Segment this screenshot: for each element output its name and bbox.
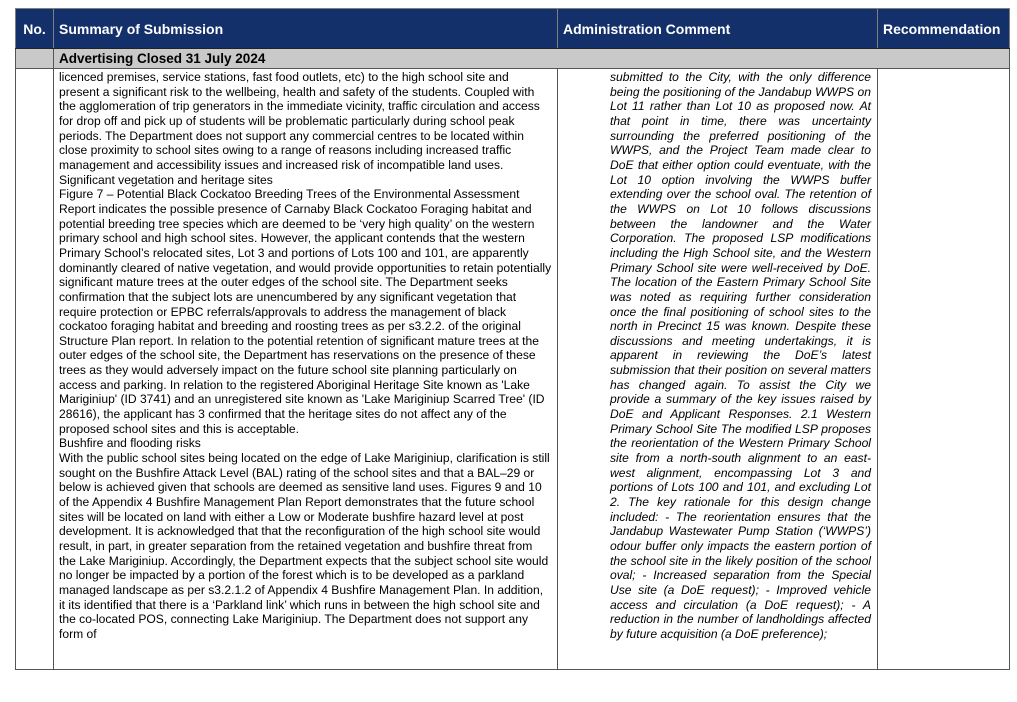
- admin-comment-text: submitted to the City, with the only difference being the positioning of the Jandabup WWPS on Lot 11 rather than Lot 10 as proposed now. At that point in time, there was uncertainty surrounding the preferred positioning of the WWPS, and the Project Team made clear to DoE that either option could eventuate, with the Lot 10 option involving the WWPS buffer extending over the school oval. The retention of the WWPS on Lot 10 follows discussions between the landowner and the Water Corporation. The proposed LSP modifications including the High School site, and the Western Primary School site were well-received by DoE. The location of the Eastern Primary School Site was noted as requiring further consideration once the final positioning of school sites to the north in Precinct 15 was known. Despite these discussions and meeting undertakings, it is apparent in reviewing the DoE’s latest submission that their position on several matters has changed again. To assist the City we provide a summary of the key issues raised by DoE and Applicant Responses. 2.1 Western Primary School Site The modified LSP proposes the reorientation of the Western Primary School site from a north-south alignment to an east-west alignment, encompassing Lot 3 and portions of Lots 100 and 101, and excluding Lot 2. The key rationale for this design change included: - The reorientation ensures that the Jandabup Wastewater Pump Station (‘WWPS’) odour buffer only impacts the eastern portion of the school site in the likely position of the school oval; - Increased separation from the Special Use site (a DoE request); - Improved vehicle access and circulation (a DoE request); - A reduction in the number of landholdings affected by future acquisition (a DoE preference);: [610, 70, 871, 641]
- header-no: No.: [16, 9, 54, 49]
- section-title: Advertising Closed 31 July 2024: [54, 49, 1010, 69]
- row-number-cell: [16, 69, 54, 670]
- header-recommendation: Recommendation: [878, 9, 1010, 49]
- section-row: [16, 49, 1010, 69]
- summary-subheading-bushfire: Bushfire and flooding risks: [59, 436, 201, 451]
- table-row: [16, 69, 1010, 670]
- table-header-row: [16, 9, 1010, 49]
- summary-cell: [54, 69, 558, 670]
- header-admin-comment: Administration Comment: [558, 9, 878, 49]
- header-summary: Summary of Submission: [54, 9, 558, 49]
- summary-paragraph: Figure 7 – Potential Black Cockatoo Breeding Trees of the Environmental Assessment Report indicates the possible presence of Carnaby Black Cockatoo Foraging habitat and potential breeding tree species which are deemed to be ‘very high quality’ on the western primary school and high school sites. However, the applicant contends that the western Primary School’s relocated sites, Lot 3 and portions of Lots 100 and 101, are apparently dominantly cleared of native vegetation, and would provide opportunities to retain potentially significant mature trees at the outer edges of the school site. The Department seeks confirmation that the subject lots are unencumbered by any significant vegetation that require protection or EPBC referrals/approvals to address the management of black cockatoo foraging habitat and breeding and roosting trees as per s3.2.2. of the original Structure Plan report. In relation to the potential retention of significant mature trees at the outer edges of the school site, the Department has reservations on the presence of these trees as they would adversely impact on the future school site planning particularly on access and parking. In relation to the registered Aboriginal Heritage Site known as 'Lake Mariginiup' (ID 3741) and an unregistered site known as 'Lake Mariginiup Scarred Tree' (ID 28616), the applicant has 3 confirmed that the heritage sites do not affect any of the proposed school sites and this is acceptable.: [59, 187, 552, 436]
- summary-paragraph: licenced premises, service stations, fast food outlets, etc) to the high school site and present a significant risk to the wellbeing, health and safety of the students. Coupled with the agglomeration of trip generators in the immediate vicinity, traffic circulation and access for drop off and pick up of students will be problematic particularly during school peak periods. The Department does not support any commercial centres to be located within close proximity to school sites owing to a range of reasons including increased traffic management and accessibility issues and increased risk of incompatible land uses.: [59, 70, 540, 172]
- section-no-cell: [16, 49, 54, 69]
- summary-paragraph: With the public school sites being located on the edge of Lake Mariginiup, clarification is still sought on the Bushfire Attack Level (BAL) rating of the school sites and that a BAL–29 or below is achieved given that schools are deemed as sensitive land uses. Figures 9 and 10 of the Appendix 4 Bushfire Management Plan Report demonstrates that the future school sites will be located on land with either a Low or Moderate bushfire hazard level at post development. It is acknowledged that that the reconfiguration of the high school site would result, in part, in greater separation from the retained vegetation and bushfire threat from the Lake Mariginiup. Accordingly, the Department expects that the subject school site would no longer be impacted by a portion of the forest which is to be developed as a parkland managed landscape as per s3.2.1.2 of Appendix 4 Bushfire Management Plan. In addition, it its identified that there is a ‘Parkland link’ which runs in between the high school site and the co-located POS, connecting Lake Mariginiup. The Department does not support any form of: [59, 451, 550, 641]
- summary-subheading-vegetation: Significant vegetation and heritage sites: [59, 172, 273, 187]
- recommendation-cell: [878, 69, 1010, 670]
- admin-comment-cell: [558, 69, 878, 670]
- submissions-table: [15, 8, 1010, 670]
